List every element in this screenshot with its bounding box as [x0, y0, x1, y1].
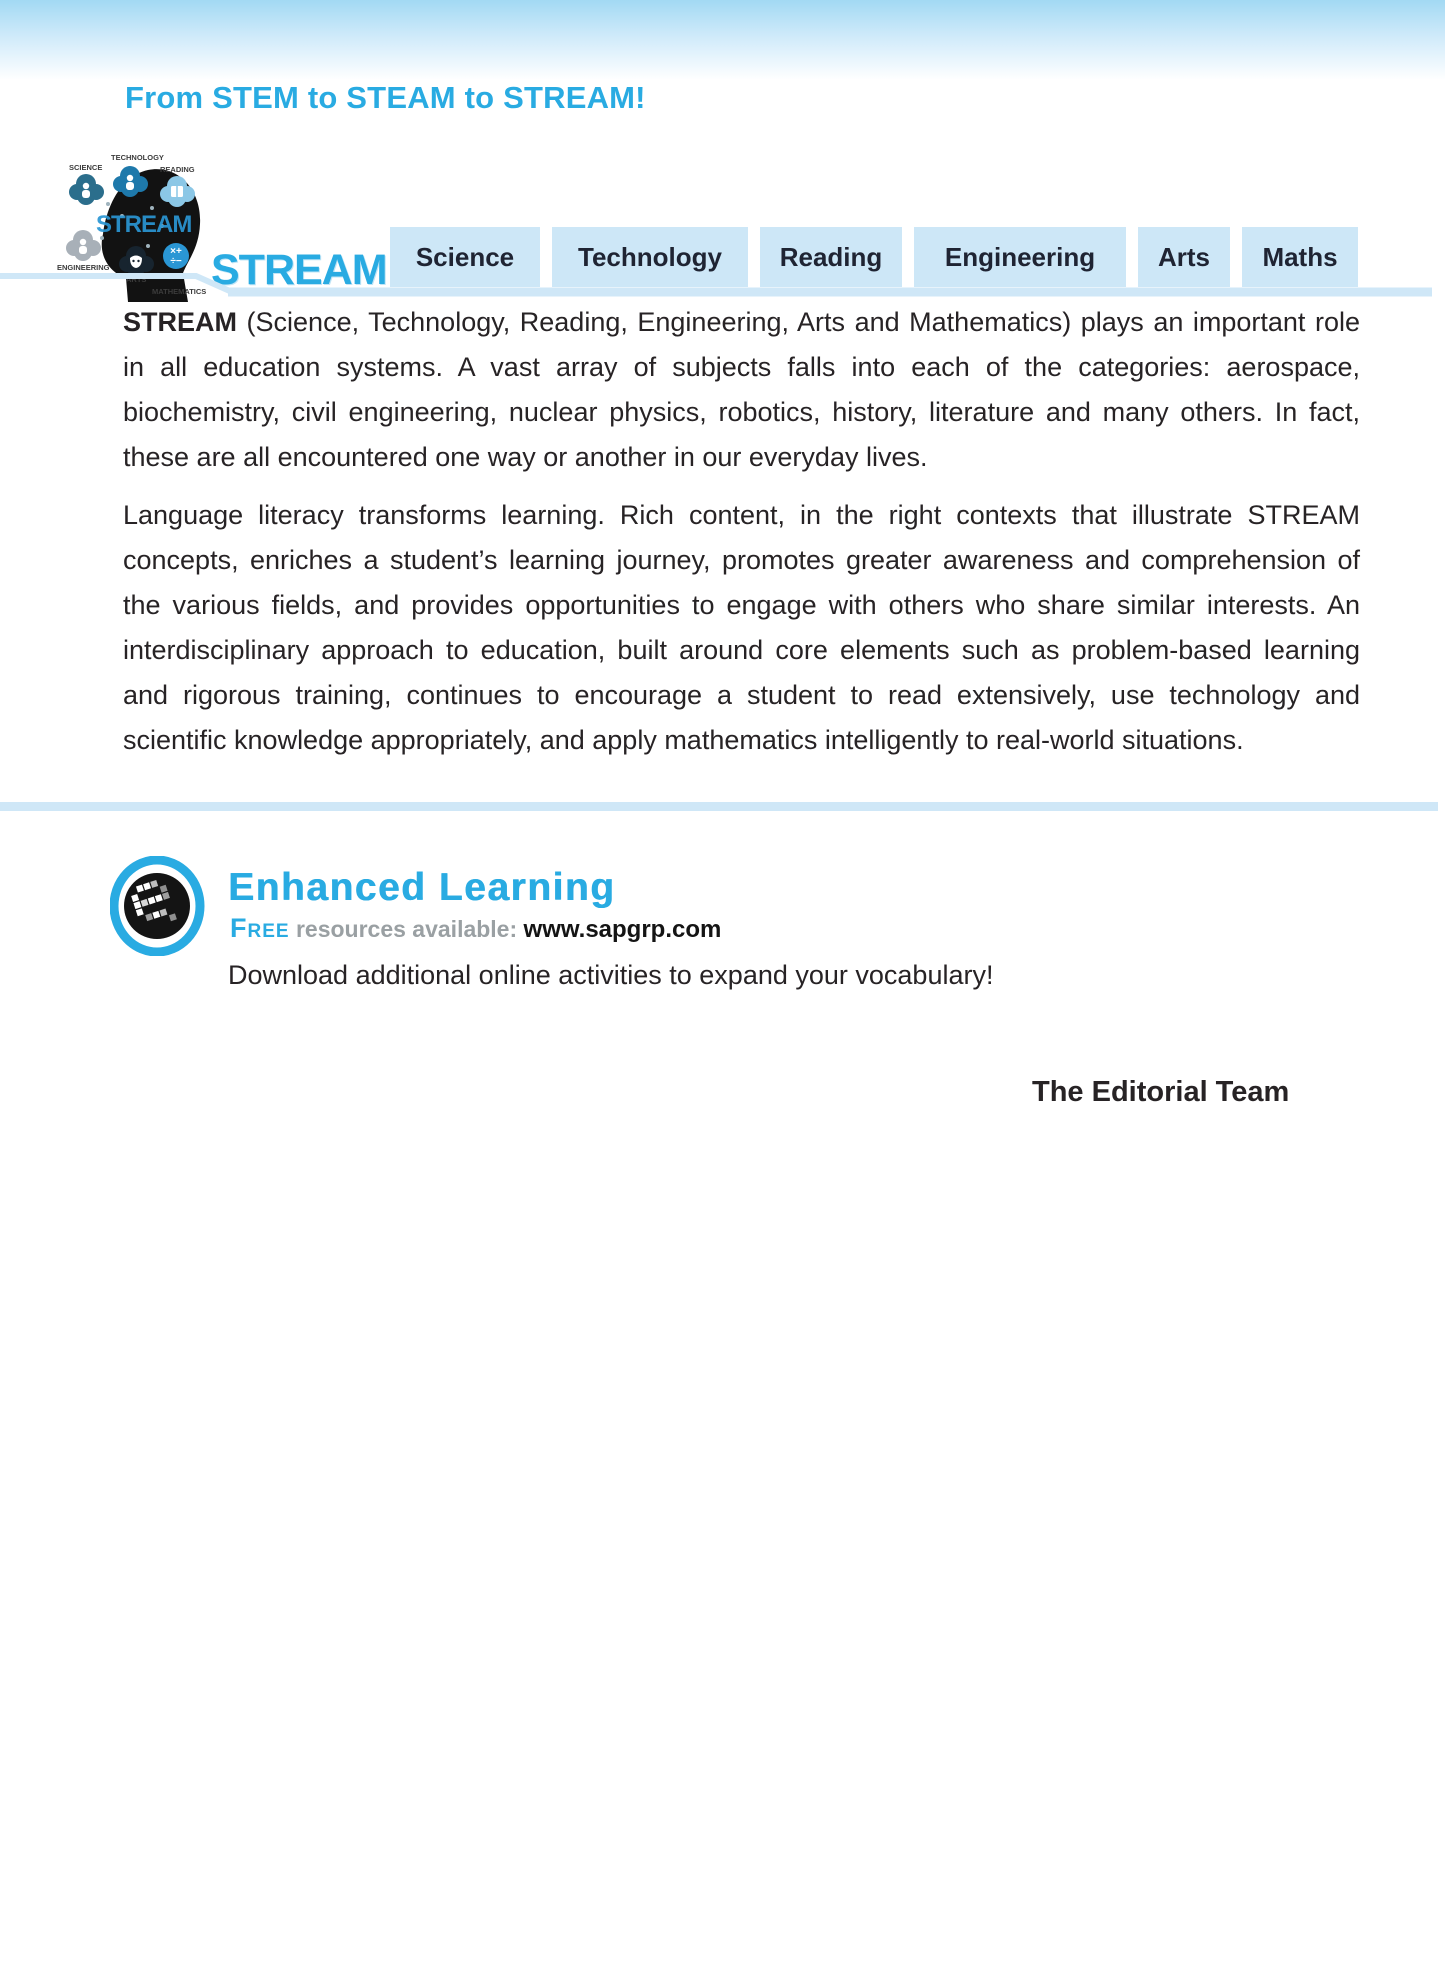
- resources-label: resources available:: [295, 916, 518, 942]
- editorial-team-signoff: The Editorial Team: [1032, 1076, 1290, 1108]
- section-divider: [0, 802, 1438, 811]
- engineering-label: ENGINEERING: [57, 263, 110, 272]
- download-tagline: Download additional online activities to expand your vocabulary!: [228, 960, 994, 990]
- logo-center-text: STREAM: [96, 211, 192, 238]
- paragraph-1-lead: STREAM: [123, 307, 237, 337]
- resources-url[interactable]: www.sapgrp.com: [523, 916, 722, 943]
- tab-engineering[interactable]: Engineering: [914, 227, 1126, 287]
- math-symbols-2: ÷−: [170, 256, 182, 267]
- tab-arts[interactable]: Arts: [1138, 227, 1230, 287]
- tab-reading[interactable]: Reading: [760, 227, 902, 287]
- science-cloud-icon: [69, 174, 104, 205]
- stream-wordmark: STREAM: [211, 246, 387, 294]
- tab-maths[interactable]: Maths: [1242, 227, 1358, 287]
- paragraph-2: Language literacy transforms learning. Rich content, in the right contexts that illustrate STREAM concepts, enriches a student’s learning journey, promotes greater awareness and comprehension of the various fields, and provides opportunities to engage with others who share similar interests. An interdisciplinary approach to education, built around core elements such as problem-based learning and rigorous training, continues to encourage a student to read extensively, use technology and scientific knowledge appropriately, and apply mathematics intelligently to real-world situations.: [123, 500, 1360, 755]
- paragraph-1: [123, 300, 1360, 480]
- page-title: From STEM to STEAM to STREAM!: [125, 80, 646, 115]
- arts-label: ARTS: [126, 275, 147, 284]
- mathematics-cloud-icon: [163, 243, 189, 269]
- enhanced-learning-title: Enhanced Learning: [228, 866, 616, 909]
- math-symbols: ×+: [170, 246, 182, 257]
- enhanced-learning-subline: [230, 913, 721, 944]
- article-body: [123, 300, 1360, 776]
- enhanced-learning-logo: [110, 856, 206, 956]
- reading-label: READING: [160, 165, 195, 174]
- science-label: SCIENCE: [69, 163, 103, 172]
- tab-technology[interactable]: Technology: [552, 227, 748, 287]
- mathematics-label: MATHEMATICS: [152, 287, 207, 296]
- top-gradient-band: [0, 0, 1445, 80]
- technology-label: TECHNOLOGY: [111, 153, 164, 162]
- tab-science[interactable]: Science: [390, 227, 540, 287]
- free-label: Free: [230, 913, 290, 943]
- paragraph-1-text: (Science, Technology, Reading, Engineering, Arts and Mathematics) plays an important role in all education systems. A vast array of subjects falls into each of the categories: aerospace, biochemistry, civil engineering, nuclear physics, robotics, history, literature and many others. In fact, these are all encountered one way or another in our everyday lives.: [123, 307, 1360, 472]
- header-rule: [0, 268, 1445, 304]
